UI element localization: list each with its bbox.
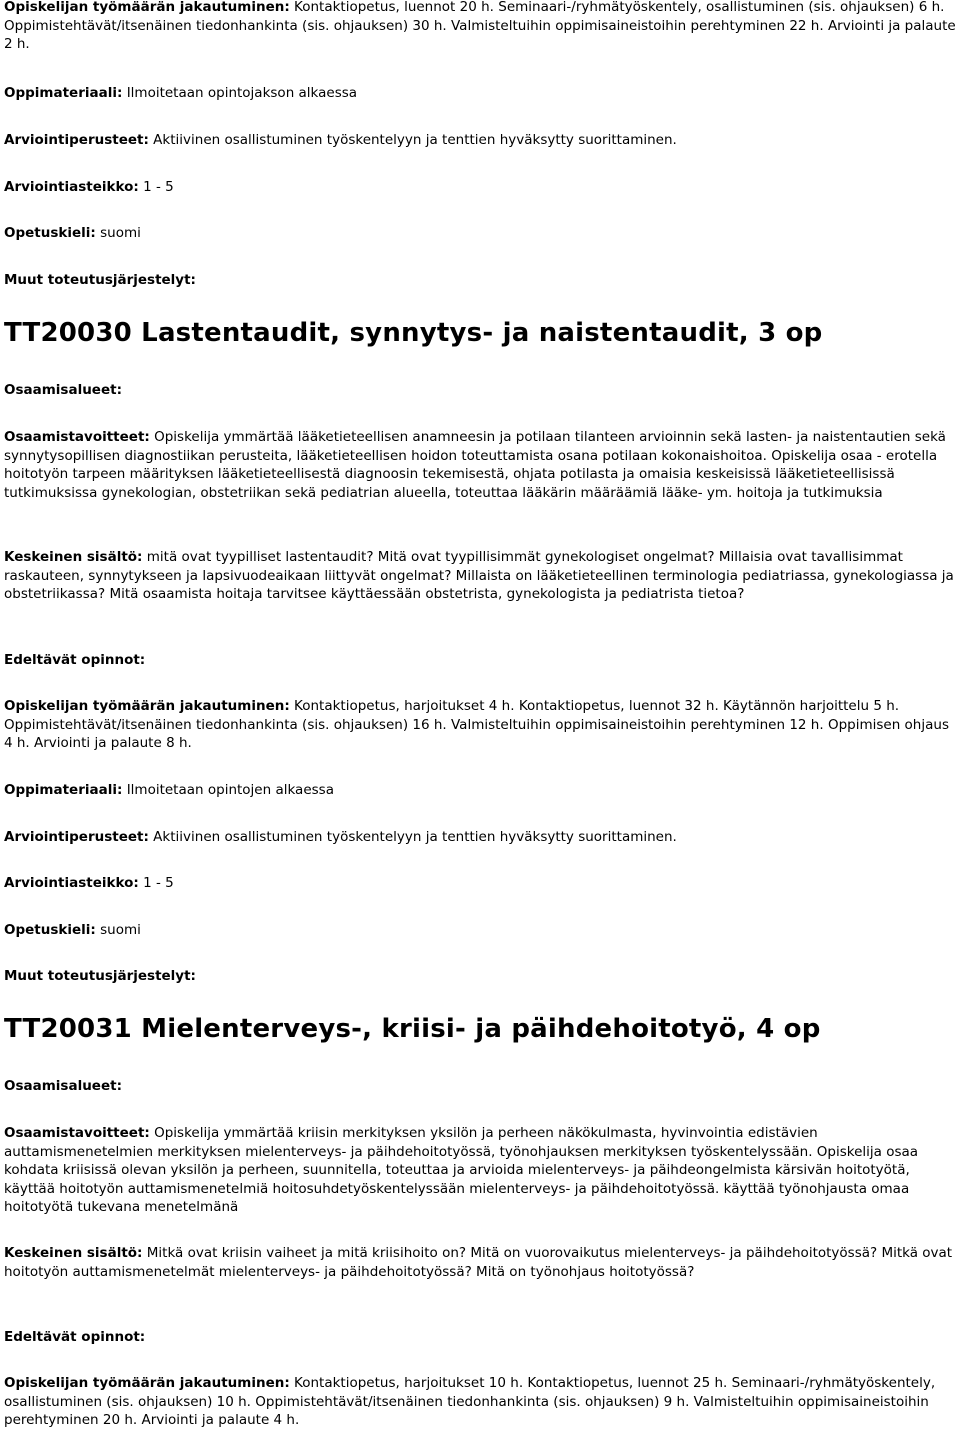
other-arrangements-paragraph [4,967,196,986]
objectives-text: Opiskelija ymmärtää kriisin merkityksen yksilön ja perheen näkökulmasta, hyvinvointia edistävien auttamismenetelmien merkityksen mielenterveys- ja päihdehoitotyössä, työnohjauksen merkityksen työskentelyssään. Opiskelija osaa kohdata kriisissä olevan yksilön ja perheen, suunnitella, toteuttaa ja arvioida mielenterveys- ja päihdeongelmista kärsivän hoitotyötä, käyttää hoitotyön auttamismenetelmiä hoitosuhdetyöskentelyssään mielenterveys- ja päihdehoitotyössä. käyttää työnohjausta omaa hoitotyötä tukevana menetelmänä [4,1125,919,1215]
scale-label: Arviointiasteikko: [4,179,139,195]
scale-label: Arviointiasteikko: [4,875,139,891]
workload-text: Kontaktiopetus, luennot 20 h. Seminaari-/ryhmätyöskentely, osallistuminen (sis. ohjauksen) 6 h. Oppimistehtävät/itsenäinen tiedonhankinta (sis. ohjauksen) 30 h. Valmisteltuihin oppimisaineistoihin perehtyminen 22 h. Arviointi ja palaute 2 h. [4,0,956,52]
objectives-paragraph [4,1124,956,1217]
content-label: Keskeinen sisältö: [4,1245,143,1261]
content-text: Mitkä ovat kriisin vaiheet ja mitä kriisihoito on? Mitä on vuorovaikutus mielenterveys- ja päihdehoitotyössä? Mitkä ovat hoitotyön auttamismenetelmät mielenterveys- ja päihdehoitotyössä? Mitä on työnohjaus hoitotyössä? [4,1245,953,1280]
competence-paragraph [4,1077,122,1096]
workload-paragraph [4,697,956,753]
language-paragraph [4,921,141,940]
material-label: Oppimateriaali: [4,85,123,101]
other-arrangements-label: Muut toteutusjärjestelyt: [4,272,196,288]
workload-text: Kontaktiopetus, harjoitukset 10 h. Kontaktiopetus, luennot 25 h. Seminaari-/ryhmätyöskentely, osallistuminen (sis. ohjauksen) 10 h. Oppimistehtävät/itsenäinen tiedonhankinta (sis. ohjauksen) 9 h. Valmisteltuihin oppimisaineistoihin perehtyminen 20 h. Arviointi ja palaute 4 h. [4,1375,936,1428]
material-text: Ilmoitetaan opintojakson alkaessa [126,85,358,101]
other-arrangements-paragraph [4,271,196,290]
objectives-paragraph [4,428,956,502]
workload-label: Opiskelijan työmäärän jakautuminen: [4,1375,290,1391]
competence-paragraph [4,381,122,400]
prereq-paragraph [4,651,145,670]
material-label: Oppimateriaali: [4,782,123,798]
content-paragraph [4,548,956,604]
material-text: Ilmoitetaan opintojen alkaessa [126,782,334,798]
objectives-label: Osaamistavoitteet: [4,1125,150,1141]
objectives-label: Osaamistavoitteet: [4,429,150,445]
language-paragraph [4,224,141,243]
prereq-paragraph [4,1328,145,1347]
criteria-text: Aktiivinen osallistuminen työskentelyyn ja tenttien hyväksytty suorittaminen. [153,132,677,148]
competence-label: Osaamisalueet: [4,1078,122,1094]
objectives-text: Opiskelija ymmärtää lääketieteellisen anamneesin ja potilaan tilanteen arvioinnin sekä lasten- ja naistentautien sekä synnytysopillisen diagnostiikan perusteita, lääketieteellisen hoidon toteuttamista osana potilaan kokonaishoitoa. Opiskelija osaa - erotella hoitotyön tarpeen määrityksen lääketieteellisestä diagnoosin tekemisestä, ohjata potilasta ja omaisia keskeisissä lääketieteellisissä tutkimuksissa gynekologian, obstetriikan sekä pediatrian alueella, toteuttaa lääkärin määräämiä lääke- ym. hoitoja ja tutkimuksia [4,429,946,501]
criteria-paragraph [4,131,677,150]
scale-paragraph [4,874,174,893]
criteria-paragraph [4,828,677,847]
content-label: Keskeinen sisältö: [4,549,143,565]
course-title: TT20031 Mielenterveys-, kriisi- ja päihdehoitotyö, 4 op [4,1014,821,1044]
other-arrangements-label: Muut toteutusjärjestelyt: [4,968,196,984]
workload-label: Opiskelijan työmäärän jakautuminen: [4,0,290,15]
criteria-label: Arviointiperusteet: [4,132,149,148]
scale-text: 1 - 5 [143,179,174,195]
content-text: mitä ovat tyypilliset lastentaudit? Mitä ovat tyypillisimmät gynekologiset ongelmat? Millaisia ovat tavallisimmat raskauteen, synnytykseen ja lapsivuodeaikaan liittyvät ongelmat? Millaista on lääketieteellinen terminologia pediatriassa, gynekologiassa ja obstetriikassa? Mitä osaamista hoitaja tarvitsee käyttäessään obstetrista, gynekologista ja pediatrista tietoa? [4,549,954,602]
scale-text: 1 - 5 [143,875,174,891]
scale-paragraph [4,178,174,197]
workload-text: Kontaktiopetus, harjoitukset 4 h. Kontaktiopetus, luennot 32 h. Käytännön harjoittelu 5 h. Oppimistehtävät/itsenäinen tiedonhankinta (sis. ohjauksen) 16 h. Valmisteltuihin oppimisaineistoihin perehtyminen 12 h. Oppimisen ohjaus 4 h. Arviointi ja palaute 8 h. [4,698,949,751]
workload-label: Opiskelijan työmäärän jakautuminen: [4,698,290,714]
prereq-label: Edeltävät opinnot: [4,1329,146,1345]
course-title: TT20030 Lastentaudit, synnytys- ja naistentaudit, 3 op [4,318,823,348]
language-text: suomi [100,922,141,938]
content-paragraph [4,1244,956,1281]
workload-paragraph [4,0,956,54]
language-label: Opetuskieli: [4,225,96,241]
material-paragraph [4,84,357,103]
criteria-label: Arviointiperusteet: [4,829,149,845]
competence-label: Osaamisalueet: [4,382,122,398]
workload-paragraph [4,1374,956,1430]
language-text: suomi [100,225,141,241]
prereq-label: Edeltävät opinnot: [4,652,146,668]
language-label: Opetuskieli: [4,922,96,938]
criteria-text: Aktiivinen osallistuminen työskentelyyn ja tenttien hyväksytty suorittaminen. [153,829,677,845]
material-paragraph [4,781,334,800]
